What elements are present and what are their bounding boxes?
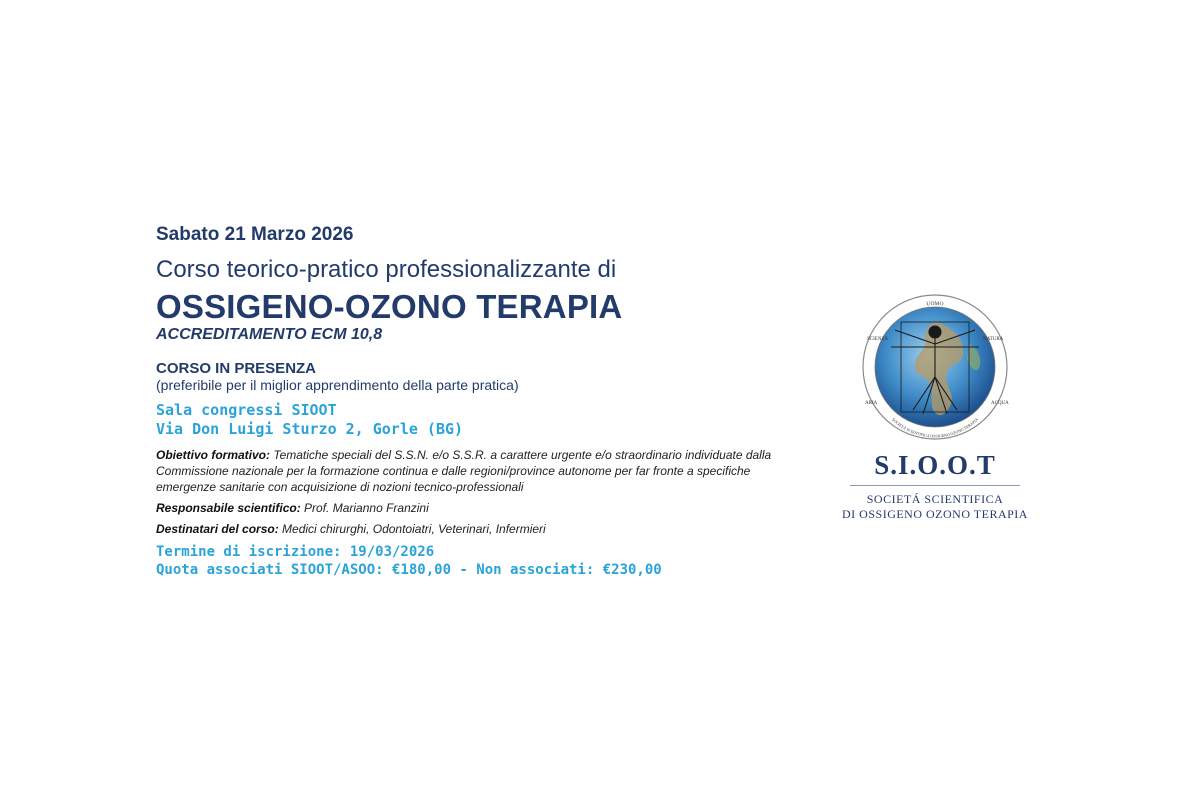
logo-divider <box>850 485 1020 486</box>
audience-text: Medici chirurghi, Odontoiatri, Veterinari, Infermieri <box>282 522 546 536</box>
ring-text-right: NATURA <box>983 337 1004 342</box>
course-subtitle: Corso teorico-pratico professionalizzante di <box>156 256 617 283</box>
ring-text-bottom-left: ARIA <box>865 401 878 406</box>
responsible-text: Prof. Marianno Franzini <box>304 501 429 515</box>
accreditation: ACCREDITAMENTO ECM 10,8 <box>156 326 383 343</box>
logo-line-1: SOCIETÁ SCIENTIFICA <box>866 492 1004 506</box>
responsible <box>156 500 796 516</box>
event-date: Sabato 21 Marzo 2026 <box>156 224 354 245</box>
logo-line-2: DI OSSIGENO OZONO TERAPIA <box>842 507 1028 521</box>
sioot-logo <box>840 292 1030 522</box>
course-mode-note: (preferibile per il miglior apprendimento della parte pratica) <box>156 377 519 393</box>
audience <box>156 521 796 537</box>
venue-address: Via Don Luigi Sturzo 2, Gorle (BG) <box>156 420 464 438</box>
fees: Quota associati SIOOT/ASOO: €180,00 - Non associati: €230,00 <box>156 562 662 578</box>
ring-text-top: UOMO <box>926 300 944 308</box>
ring-text-left: SCIENZA <box>867 337 889 342</box>
venue-name: Sala congressi SIOOT <box>156 401 337 419</box>
objective-text: Tematiche speciali del S.S.N. e/o S.S.R. a carattere urgente e/o straordinario individuate dalla Commissione nazionale per la formazione continua e dalle regioni/province autonome per far fronte a specifiche emergenze sanitarie con acquisizione di nozioni tecnico-professionali <box>156 448 772 494</box>
course-mode: CORSO IN PRESENZA <box>156 360 317 377</box>
ring-text-bottom-right: ACQUA <box>991 401 1009 406</box>
objective <box>156 447 796 495</box>
audience-label: Destinatari del corso: <box>156 522 279 536</box>
vitruvian-globe-emblem <box>843 292 1027 442</box>
responsible-label: Responsabile scientifico: <box>156 501 301 515</box>
objective-label: Obiettivo formativo: <box>156 448 271 462</box>
event-announcement <box>156 224 796 579</box>
registration-deadline: Termine di iscrizione: 19/03/2026 <box>156 544 435 560</box>
logo-acronym: S.I.O.O.T <box>874 450 996 480</box>
ring-text-bottom: SOCIETÁ SCIENTIFICA OSSIGENO OZONO TERAPIA <box>890 416 980 439</box>
course-title: OSSIGENO-OZONO TERAPIA <box>156 288 623 325</box>
